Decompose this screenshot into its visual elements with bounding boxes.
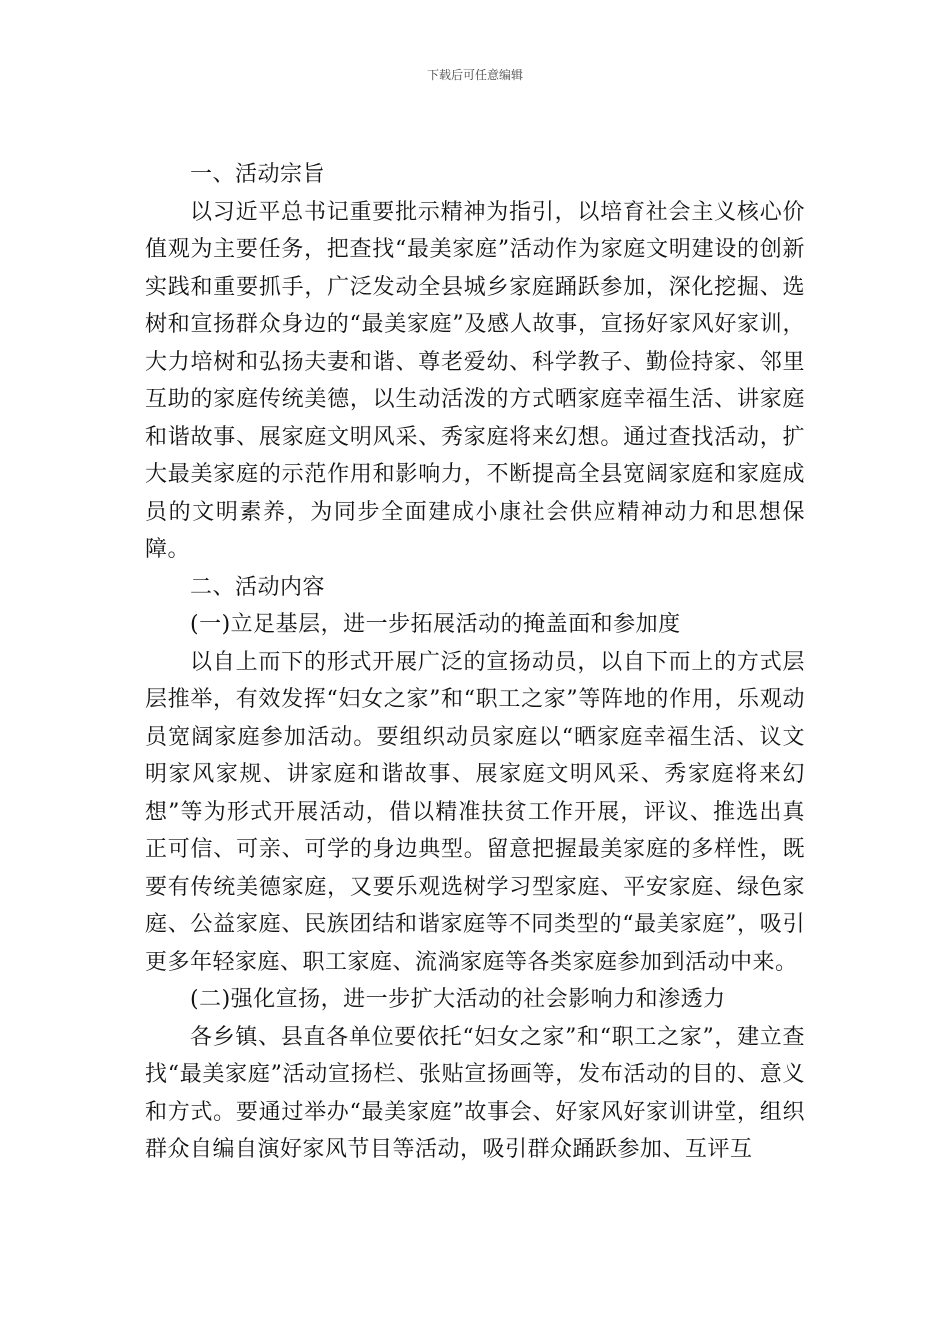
body-paragraph-2: 以自上而下的形式开展广泛的宣扬动员，以自下而上的方式层层推举，有效发挥“妇女之家”和“职工之家”等阵地的作用，乐观动员宽阔家庭参加活动。要组织动员家庭以“晒家庭幸福生活、议文明家风家规、讲家庭和谐故事、展家庭文明风采、秀家庭将来幻想”等为形式开展活动，借以精准扶贫工作开展，评议、推选出真正可信、可亲、可学的身边典型。留意把握最美家庭的多样性，既要有传统美德家庭，又要乐观选树学习型家庭、平安家庭、绿色家庭、公益家庭、民族团结和谐家庭等不同类型的“最美家庭”，吸引更多年轻家庭、职工家庭、流淌家庭等各类家庭参加到活动中来。 <box>145 649 805 975</box>
section-heading-2: 二、活动内容 <box>190 574 326 600</box>
subsection-heading-2: (二)强化宣扬，进一步扩大活动的社会影响力和渗透力 <box>190 987 726 1012</box>
subsection-heading-1: (一)立足基层，进一步拓展活动的掩盖面和参加度 <box>190 612 681 637</box>
document-body <box>145 156 805 1169</box>
body-paragraph-1: 以习近平总书记重要批示精神为指引，以培育社会主义核心价值观为主要任务，把查找“最美家庭”活动作为家庭文明建设的创新实践和重要抓手，广泛发动全县城乡家庭踊跃参加，深化挖掘、选树和宣扬群众身边的“最美家庭”及感人故事，宣扬好家风好家训，大力培树和弘扬夫妻和谐、尊老爱幼、科学教子、勤俭持家、邻里互助的家庭传统美德，以生动活泼的方式晒家庭幸福生活、讲家庭和谐故事、展家庭文明风采、秀家庭将来幻想。通过查找活动，扩大最美家庭的示范作用和影响力，不断提高全县宽阔家庭和家庭成员的文明素养，为同步全面建成小康社会供应精神动力和思想保障。 <box>145 199 805 562</box>
header-note: 下载后可任意编辑 <box>426 68 523 82</box>
section-heading-1: 一、活动宗旨 <box>190 162 326 187</box>
body-paragraph-3: 各乡镇、县直各单位要依托“妇女之家”和“职工之家”，建立查找“最美家庭”活动宣扬栏、张贴宣扬画等，发布活动的目的、意义和方式。要通过举办“最美家庭”故事会、好家风好家训讲堂，组织群众自编自演好家风节目等活动，吸引群众踊跃参加、互评互 <box>145 1024 805 1162</box>
